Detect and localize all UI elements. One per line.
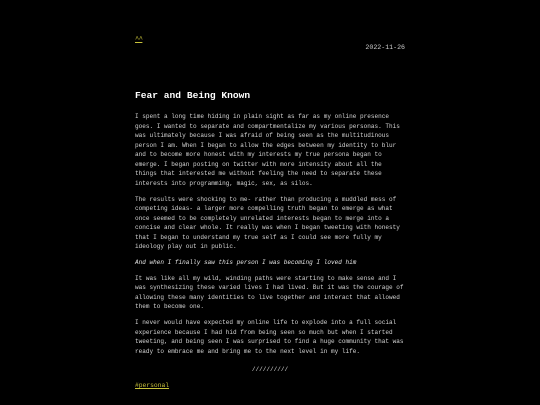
post-paragraph: It was like all my wild, winding paths were starting to make sense and I was synthesizing these varied lives I had lived. But it was the courage of allowing these many identities to live together and interact that allowed them to become one. bbox=[135, 274, 404, 311]
section-separator: ////////// bbox=[251, 366, 289, 374]
tag-link-personal[interactable]: #personal bbox=[135, 382, 170, 389]
post-date: 2022-11-26 bbox=[365, 44, 405, 51]
post-paragraph-emphasis: And when I finally saw this person I was becoming I loved him bbox=[135, 259, 357, 267]
post-title: Fear and Being Known bbox=[135, 90, 251, 101]
home-link[interactable]: ^^ bbox=[135, 36, 143, 44]
post-container bbox=[135, 28, 405, 389]
post-paragraph: I never would have expected my online life to explode into a full social experience because I had hid from being seen so much but when I started tweeting, and being seen I was surprised to find a huge community that was ready to embrace me and bring me to the next level in my life. bbox=[135, 319, 404, 355]
post-paragraph: The results were shocking to me- rather than producing a muddled mess of competing ideas- a larger more compelling truth began to emerge as what once seemed to be completely unrelated interests began to merge into a concise and clear whole. It really was when I began tweeting with honesty that I began to understand my true self as I could see more fully my ideology play out in public. bbox=[135, 195, 400, 251]
post-body bbox=[135, 112, 405, 374]
post-paragraph: I spent a long time hiding in plain sight as far as my online presence goes. I wanted to separate and compartmentalize my various personas. This was ultimately because I was afraid of being seen as the multitudinous person I am. When I began to allow the edges between my identity to blur and to become more honest with my interests my true persona began to emerge. I began posting on twitter with more intensity about all the things that interested me without feeling the need to separate these interests into programming, magic, sex, as silos. bbox=[135, 113, 400, 187]
